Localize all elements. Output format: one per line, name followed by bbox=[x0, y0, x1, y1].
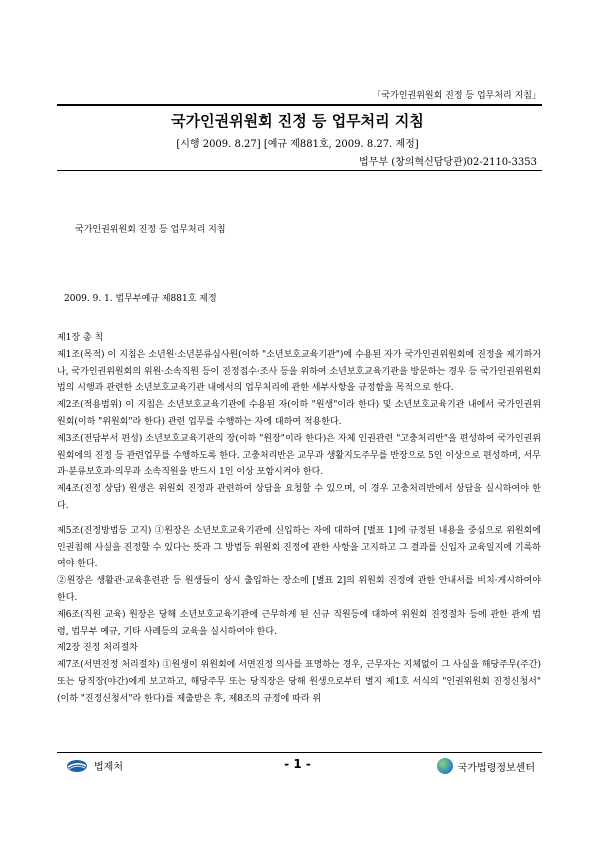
document-title: 국가인권위원회 진정 등 업무처리 지침 bbox=[171, 112, 424, 130]
article-paragraph: 제2조(적용범위) 이 지침은 소년보호교육기관에 수용된 자(이하 "원생"이라 한다) 및 소년보호교육기관 내에서 국가인권위원회(이하 "위원회"라 한다) 관련 업무를 수행하는 자에 대하여 적용한다. bbox=[57, 400, 541, 427]
chapter-heading: 제1장 총 칙 bbox=[57, 333, 104, 343]
ministry-contact: 법무부 (창의혁신담당관)02-2110-3353 bbox=[359, 157, 537, 168]
page-number: - 1 - bbox=[284, 757, 311, 771]
article-paragraph: 제5조(진정방법등 고지) ①원장은 소년보호교육기관에 신입하는 자에 대하여 [별표 1]에 규정된 내용을 중심으로 위원회에 인권침해 사실을 진정할 수 있다는 뜻과 그 방법등 위원회 진정에 관한 사항을 고지하고 그 결과를 신입자 교육일지에 기록하여야 한다. bbox=[57, 525, 541, 570]
article-paragraph: 제7조(서면진정 처리절차) ①원생이 위원회에 서면진정 의사를 표명하는 경우, 근무자는 지체없이 그 사실을 해당주무(주간) 또는 당직장(야간)에게 보고하고, 해당주무 또는 당직장은 당해 원생으로부터 별지 제1호 서식의 "인권위원회 진정신청서" (이하 "진정신청서"라 한다)를 제출받은 후, 제8조의 규정에 따라 위 bbox=[57, 660, 541, 704]
article-paragraph: ②원장은 생활관·교육훈련관 등 원생들이 상시 출입하는 장소에 [별표 2]의 위원회 진정에 관한 안내서를 비치·게시하여야 한다. bbox=[57, 576, 541, 603]
article-paragraph: 제4조(진정 상담) 원생은 위원회 진정과 관련하여 상담을 요청할 수 있으며, 이 경우 고충처리반에서 상담을 실시하여야 한다. bbox=[57, 484, 541, 511]
chapter-heading: 제2장 진정 처리절차 bbox=[57, 643, 139, 654]
enforcement-info: [시행 2009. 8.27] [예규 제881호, 2009. 8.27. 제정] bbox=[176, 139, 419, 150]
enactment-date: 2009. 9. 1. 법무부예규 제881호 제정 bbox=[64, 294, 217, 304]
document-subtitle: 국가인권위원회 진정 등 업무처리 지침 bbox=[75, 225, 226, 235]
body-divider bbox=[57, 170, 542, 171]
article-paragraph: 제3조(전담부서 편성) 소년보호교육기관의 장(이하 "원장"이라 한다)은 자체 인권관련 "고충처리반"을 편성하여 국가인권위원회에의 진정 등 관련업무를 수행하도록 한다. 고충처리반은 교무과 생활지도주무를 반장으로 5인 이상으로 편성하며, 서무과·분류보호과·의무과 소속직원을 반드시 1인 이상 포함시켜야 한다. bbox=[57, 433, 541, 478]
article-paragraph: 제1조(목적) 이 지침은 소년원·소년분류심사원(이하 "소년보호교육기관")에 수용된 자가 국가인권위원회에 진정을 제기하거나, 국가인권위원회의 위원·소속직원 등이 진정접수·조사 등을 위하여 소년보호교육기관을 방문하는 경우 등 국가인권위원회법의 시행과 관련한 소년보호교육기관 내에서의 업무처리에 관한 세부사항을 규정함을 목적으로 한다. bbox=[57, 349, 541, 394]
article-paragraph: 제6조(직원 교육) 원장은 당해 소년보호교육기관에 근무하게 된 신규 직원등에 대하여 위원회 진정절차 등에 관한 관계 법령, 법무부 예규, 기타 사례등의 교육을 실시하여야 한다. bbox=[57, 609, 541, 637]
footer-right-label: 국가법령정보센터 bbox=[457, 762, 535, 774]
footer-right bbox=[437, 758, 535, 774]
footer-left-label: 법제처 bbox=[94, 762, 123, 773]
header-divider bbox=[57, 104, 542, 106]
document-body bbox=[57, 330, 541, 708]
running-header: 「국가인권위원회 진정 등 업무처리 지침」 bbox=[372, 91, 541, 101]
footer-divider bbox=[57, 752, 542, 753]
law-center-logo-icon bbox=[437, 758, 453, 774]
